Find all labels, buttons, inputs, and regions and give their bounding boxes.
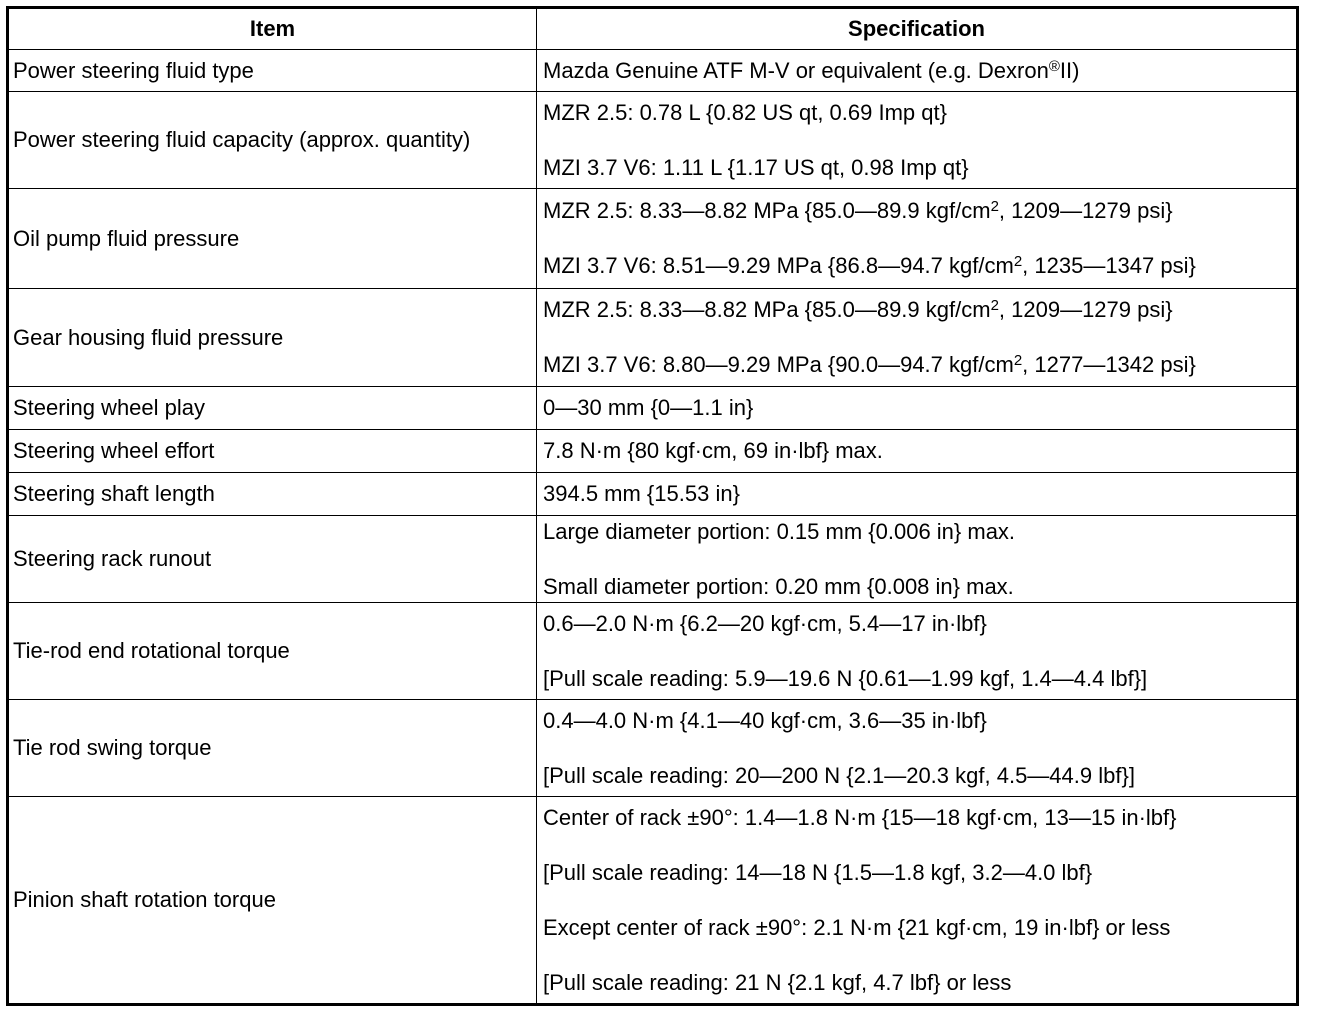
superscript: ® <box>1048 57 1060 75</box>
specification-line <box>543 100 1291 126</box>
table-row <box>8 603 1298 700</box>
specification-cell <box>537 430 1298 473</box>
specification-text: MZI 3.7 V6: 8.80—9.29 MPa {90.0—94.7 kgf/cm <box>543 352 1014 377</box>
specification-cell <box>537 92 1298 189</box>
specification-text: MZR 2.5: 8.33—8.82 MPa {85.0—89.9 kgf/cm <box>543 297 991 322</box>
specification-line <box>543 297 1291 323</box>
item-cell: Steering shaft length <box>8 473 537 516</box>
specification-line <box>543 860 1291 886</box>
specification-line <box>543 915 1291 941</box>
specification-table <box>6 6 1299 1006</box>
specification-cell <box>537 387 1298 430</box>
superscript: 2 <box>990 297 999 314</box>
table-row <box>8 473 1298 516</box>
specification-text: [Pull scale reading: 5.9—19.6 N {0.61—1.99 kgf, 1.4—4.4 lbf}] <box>543 665 1148 691</box>
item-cell: Oil pump fluid pressure <box>8 189 537 289</box>
specification-cell <box>537 473 1298 516</box>
specification-text: MZI 3.7 V6: 1.11 L {1.17 US qt, 0.98 Imp qt} <box>543 154 969 180</box>
specification-text: [Pull scale reading: 21 N {2.1 kgf, 4.7 lbf} or less <box>543 969 1012 995</box>
table-header-row <box>8 8 1298 50</box>
specification-text: MZI 3.7 V6: 8.51—9.29 MPa {86.8—94.7 kgf/cm <box>543 253 1014 278</box>
specification-cell <box>537 289 1298 387</box>
specification-text: MZR 2.5: 8.33—8.82 MPa {85.0—89.9 kgf/cm <box>543 198 991 223</box>
specification-line <box>543 708 1291 734</box>
specification-line <box>543 198 1291 224</box>
item-cell: Power steering fluid type <box>8 50 537 92</box>
specification-line <box>543 519 1291 545</box>
specification-line <box>543 253 1291 279</box>
specification-column-header: Specification <box>537 8 1298 50</box>
specification-line <box>543 970 1291 996</box>
table-body <box>8 50 1298 1005</box>
item-cell: Power steering fluid capacity (approx. quantity) <box>8 92 537 189</box>
table-row <box>8 92 1298 189</box>
specification-text-suffix: , 1277—1342 psi} <box>1022 352 1196 377</box>
specification-text: Mazda Genuine ATF M-V or equivalent (e.g. Dexron <box>543 57 1049 83</box>
specification-cell <box>537 797 1298 1005</box>
specification-line <box>543 763 1291 789</box>
specification-line <box>543 438 1291 464</box>
specification-line <box>543 58 1291 84</box>
specification-line <box>543 666 1291 692</box>
specification-line <box>543 805 1291 831</box>
specification-line <box>543 611 1291 637</box>
table-row <box>8 430 1298 473</box>
specification-text: 7.8 N·m {80 kgf·cm, 69 in·lbf} max. <box>543 438 883 463</box>
specification-cell <box>537 189 1298 289</box>
specification-text-suffix: II) <box>1059 57 1080 83</box>
specification-text: [Pull scale reading: 14—18 N {1.5—1.8 kgf, 3.2—4.0 lbf} <box>543 859 1093 885</box>
specification-line <box>543 481 1291 507</box>
table-row <box>8 289 1298 387</box>
specification-text: Small diameter portion: 0.20 mm {0.008 in} max. <box>543 573 1014 599</box>
item-cell: Steering wheel play <box>8 387 537 430</box>
specification-text: 0.4—4.0 N·m {4.1—40 kgf·cm, 3.6—35 in·lbf} <box>543 707 987 733</box>
specification-cell <box>537 50 1298 92</box>
specification-line <box>543 155 1291 181</box>
table-row <box>8 797 1298 1005</box>
specification-text: 394.5 mm {15.53 in} <box>543 481 740 506</box>
superscript: 2 <box>1013 253 1023 270</box>
specification-text-suffix: , 1209—1279 psi} <box>998 297 1173 322</box>
specification-text: Center of rack ±90°: 1.4—1.8 N·m {15—18 kgf·cm, 13—15 in·lbf} <box>543 804 1177 830</box>
specification-line <box>543 395 1291 421</box>
specification-line <box>543 352 1291 378</box>
item-column-header: Item <box>8 8 537 50</box>
specification-text: Large diameter portion: 0.15 mm {0.006 in} max. <box>543 518 1016 544</box>
table-row <box>8 516 1298 603</box>
specification-cell <box>537 603 1298 700</box>
specification-text-suffix: , 1209—1279 psi} <box>998 198 1173 223</box>
item-cell: Steering rack runout <box>8 516 537 603</box>
superscript: 2 <box>1013 352 1023 369</box>
item-cell: Tie-rod end rotational torque <box>8 603 537 700</box>
table-row <box>8 189 1298 289</box>
item-cell: Pinion shaft rotation torque <box>8 797 537 1005</box>
specification-line <box>543 574 1291 600</box>
superscript: 2 <box>990 198 999 215</box>
specification-text: 0—30 mm {0—1.1 in} <box>543 395 754 420</box>
item-cell: Tie rod swing torque <box>8 700 537 797</box>
item-cell: Gear housing fluid pressure <box>8 289 537 387</box>
specification-cell <box>537 700 1298 797</box>
specification-text: MZR 2.5: 0.78 L {0.82 US qt, 0.69 Imp qt} <box>543 99 947 125</box>
specification-text: Except center of rack ±90°: 2.1 N·m {21 kgf·cm, 19 in·lbf} or less <box>543 914 1171 940</box>
table-row <box>8 50 1298 92</box>
item-cell: Steering wheel effort <box>8 430 537 473</box>
specification-text: 0.6—2.0 N·m {6.2—20 kgf·cm, 5.4—17 in·lbf} <box>543 610 987 636</box>
table-row <box>8 387 1298 430</box>
specification-cell <box>537 516 1298 603</box>
table-row <box>8 700 1298 797</box>
specification-text-suffix: , 1235—1347 psi} <box>1022 253 1196 278</box>
specification-text: [Pull scale reading: 20—200 N {2.1—20.3 kgf, 4.5—44.9 lbf}] <box>543 762 1135 788</box>
